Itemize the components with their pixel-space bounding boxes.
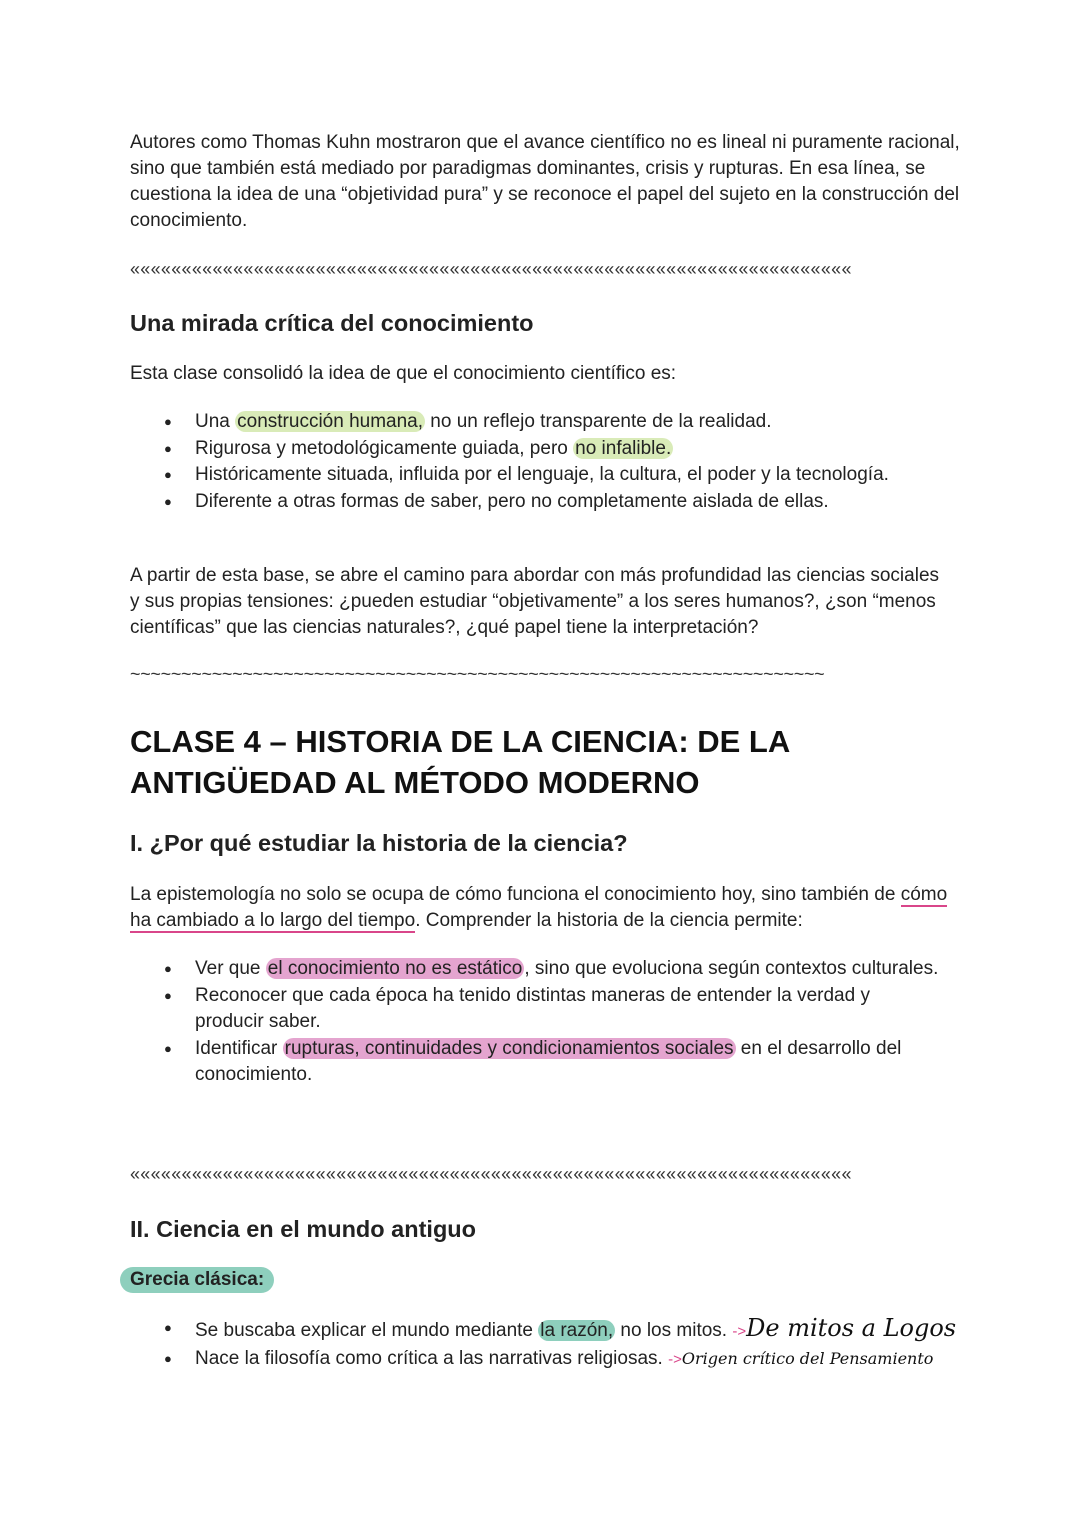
class-title: CLASE 4 – HISTORIA DE LA CIENCIA: DE LA ANTIGÜEDAD AL MÉTODO MODERNO [130, 724, 790, 800]
highlight: la razón, [540, 1320, 614, 1341]
underlined-text: cómo ha cambiado a lo largo del tiempo [130, 884, 948, 931]
highlight: construcción humana, [237, 411, 424, 432]
highlight: el conocimiento no es estático [267, 958, 523, 979]
list-item: ● Diferente a otras formas de saber, pero no completamente aislada de ellas. [130, 489, 950, 516]
handwritten-note: De mitos a Logos [746, 1314, 957, 1342]
intro-paragraph: Autores como Thomas Kuhn mostraron que el avance científico no es lineal ni puramente racional, sino que también está mediado por paradigmas dominantes, crisis y rupturas. En esa línea, se cuestiona la idea de una “objetividad pura” y se reconoce el papel del sujeto en la construcción del conocimiento. [130, 132, 960, 231]
text: La epistemología no solo se ocupa de cómo funciona el conocimiento hoy, sino también de [130, 884, 901, 905]
list-item [130, 1346, 1030, 1374]
bullet-list [130, 1315, 1030, 1373]
text: Nace la filosofía como crítica a las narrativas religiosas. [195, 1347, 663, 1369]
subheading-why: I. ¿Por qué estudiar la historia de la ciencia? [130, 830, 628, 856]
separator-guillemets: «««««««««««««««««««««««««««««««««««««««««««««««««««««««««««««««««««««« [130, 1164, 852, 1184]
separator-tilde: ~~~~~~~~~~~~~~~~~~~~~~~~~~~~~~~~~~~~~~~~~~~~~~~~~~~~~~~~~~~~~~~~~~~~ [130, 664, 825, 684]
list-item [130, 1036, 940, 1089]
bullet-list [130, 409, 950, 515]
closing-paragraph: A partir de esta base, se abre el camino para abordar con más profundidad las ciencias sociales y sus propias tensiones: ¿pueden estudiar “objetivamente” a los seres humanos?, ¿son “menos científicas” que las ciencias naturales?, ¿qué papel tiene la interpretación? [130, 565, 940, 638]
arrow-icon: -> [668, 1350, 682, 1368]
why-paragraph [130, 882, 960, 934]
text: no un reflejo transparente de la realidad. [425, 411, 772, 432]
text: en el desarrollo del conocimiento. [195, 1037, 902, 1085]
text: no los mitos. [615, 1320, 728, 1341]
section-lead: Esta clase consolidó la idea de que el conocimiento científico es: [130, 363, 677, 384]
highlight: no infalible. [575, 437, 672, 459]
list-item [130, 1315, 1030, 1346]
text: , sino que evoluciona según contextos culturales. [524, 958, 939, 979]
separator-guillemets: «««««««««««««««««««««««««««««««««««««««««««««««««««««««««««««««««««««« [130, 259, 852, 279]
list-item [130, 409, 950, 436]
bullet-list [130, 956, 940, 1089]
list-item: ● Reconocer que cada época ha tenido distintas maneras de entender la verdad y producir saber. [130, 983, 940, 1036]
highlight: rupturas, continuidades y condicionamientos sociales [284, 1037, 734, 1059]
text: Identificar [195, 1037, 283, 1059]
list-item [130, 436, 950, 463]
list-item [130, 956, 940, 983]
arrow-icon: -> [732, 1323, 747, 1340]
grecia-label: Grecia clásica: [120, 1267, 274, 1293]
text: . Comprender la historia de la ciencia permite: [415, 910, 803, 931]
handwritten-note: Origen crítico del Pensamiento [681, 1348, 934, 1368]
text: Rigurosa y metodológicamente guiada, pero [195, 437, 574, 459]
list-item: ● Históricamente situada, influida por el lenguaje, la cultura, el poder y la tecnología. [130, 462, 950, 489]
subheading-ancient: II. Ciencia en el mundo antiguo [130, 1216, 477, 1242]
text: Una [195, 411, 236, 432]
text: Ver que [195, 958, 266, 979]
section-heading: Una mirada crítica del conocimiento [130, 310, 534, 336]
text: Se buscaba explicar el mundo mediante [195, 1320, 539, 1341]
